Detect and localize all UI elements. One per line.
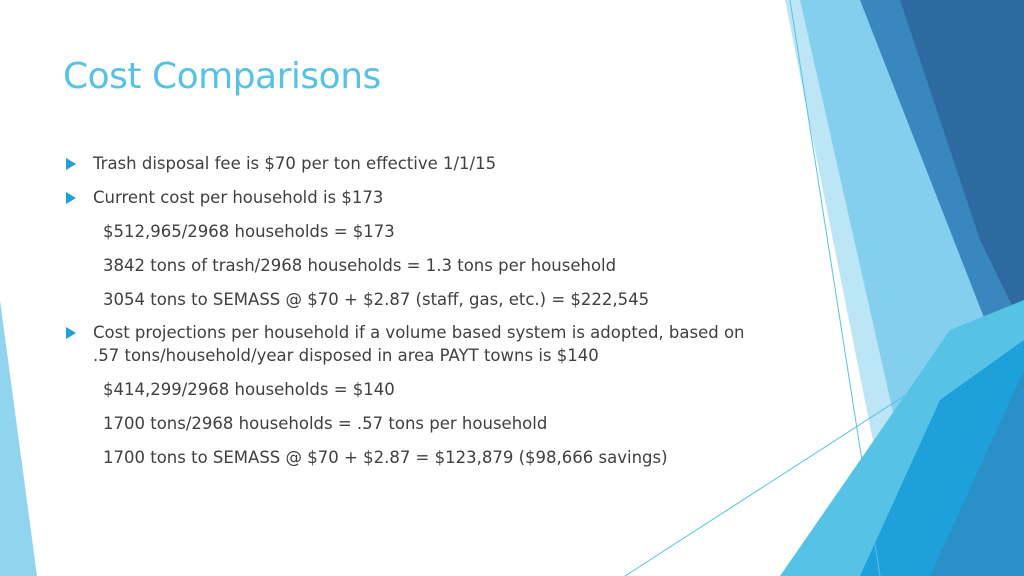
bullet-marker-icon	[66, 158, 76, 170]
bullet-marker-icon	[66, 327, 76, 339]
bullet-1-text: Trash disposal fee is $70 per ton effective 1/1/15	[93, 154, 497, 173]
sub-item: 1700 tons to SEMASS @ $70 + $2.87 = $123,879 ($98,666 savings)	[103, 448, 668, 467]
sub-item: $414,299/2968 households = $140	[103, 380, 395, 399]
bullet-2-text: Current cost per household is $173	[93, 188, 384, 207]
bullet-3-text-line-1: Cost projections per household if a volume based system is adopted, based on	[93, 323, 745, 342]
sub-item: 3054 tons to SEMASS @ $70 + $2.87 (staff, gas, etc.) = $222,545	[103, 290, 650, 309]
bullet-marker-icon	[66, 192, 76, 204]
slide-title: Cost Comparisons	[63, 56, 381, 97]
sub-item: 3842 tons of trash/2968 households = 1.3 tons per household	[103, 256, 617, 275]
sub-item: 1700 tons/2968 households = .57 tons per household	[103, 414, 548, 433]
bullet-3-text-line-2: .57 tons/household/year disposed in area PAYT towns is $140	[93, 346, 599, 365]
sub-item: $512,965/2968 households = $173	[103, 222, 395, 241]
